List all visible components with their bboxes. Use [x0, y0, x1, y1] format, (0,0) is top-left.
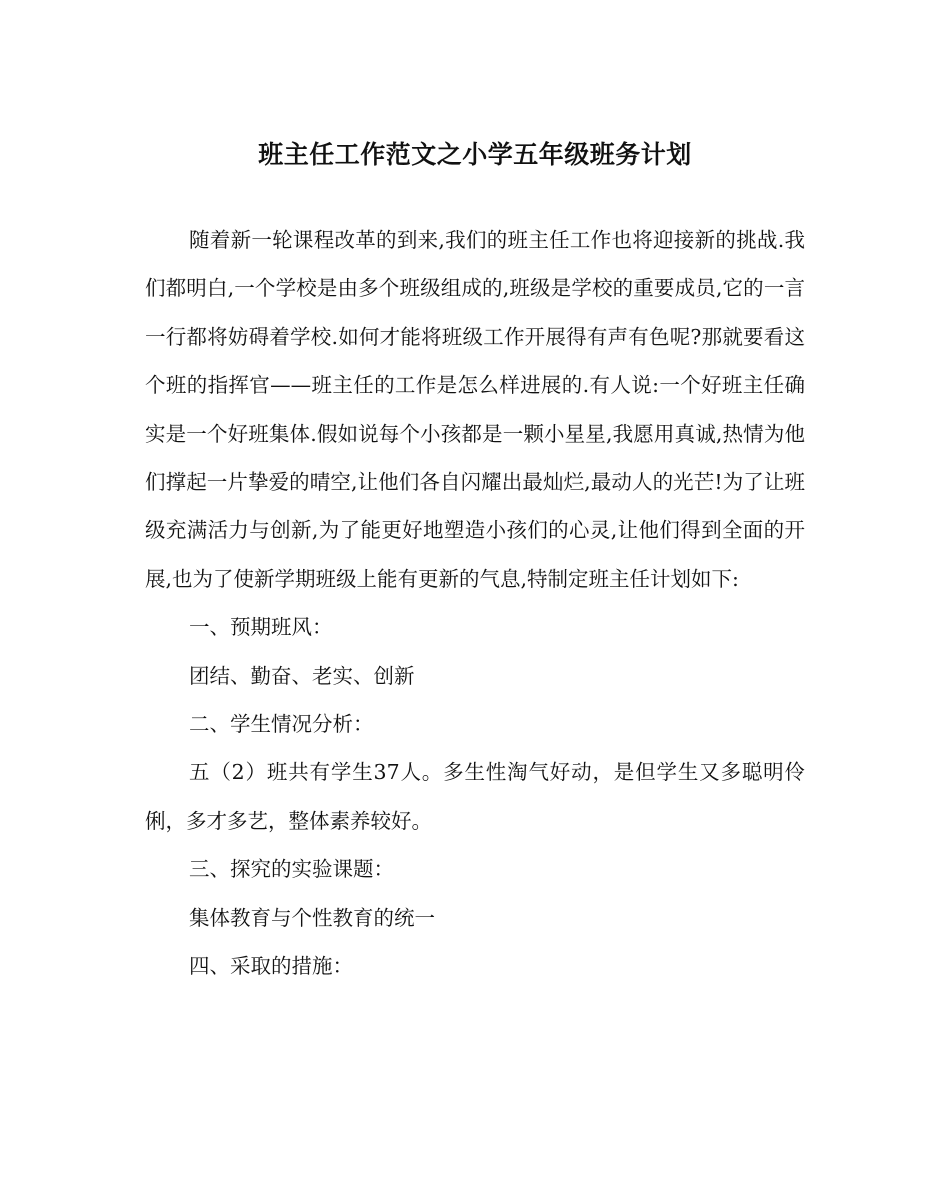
research-topic-text: 集体教育与个性教育的统一	[189, 905, 435, 930]
section-heading-research-topic: 三、探究的实验课题：	[189, 857, 394, 882]
document-body	[145, 216, 805, 991]
intro-paragraph: 随着新一轮课程改革的到来,我们的班主任工作也将迎接新的挑战.我们都明白,一个学校是由多个班级组成的,班级是学校的重要成员,它的一言一行都将妨碍着学校.如何才能将班级工作开展得有声有色呢?那就要看这个班的指挥官——班主任的工作是怎么样进展的.有人说:一个好班主任确实是一个好班集体.假如说每个小孩都是一颗小星星,我愿用真诚,热情为他们撑起一片挚爱的晴空,让他们各自闪耀出最灿烂,最动人的光芒!为了让班级充满活力与创新,为了能更好地塑造小孩们的心灵,让他们得到全面的开展,也为了使新学期班级上能有更新的气息,特制定班主任计划如下:	[145, 228, 805, 591]
section-heading-measures: 四、采取的措施：	[189, 954, 353, 979]
student-analysis-paragraph: 五（2）班共有学生37人。多生性淘气好动，是但学生又多聪明伶俐，多才多艺，整体素养较好。	[145, 760, 805, 833]
document-title: 班主任工作范文之小学五年级班务计划	[258, 140, 692, 169]
section-heading-student-analysis: 二、学生情况分析：	[189, 712, 374, 737]
section-heading-class-style: 一、预期班风：	[189, 615, 333, 640]
class-style-text: 团结、勤奋、老实、创新	[189, 663, 415, 688]
